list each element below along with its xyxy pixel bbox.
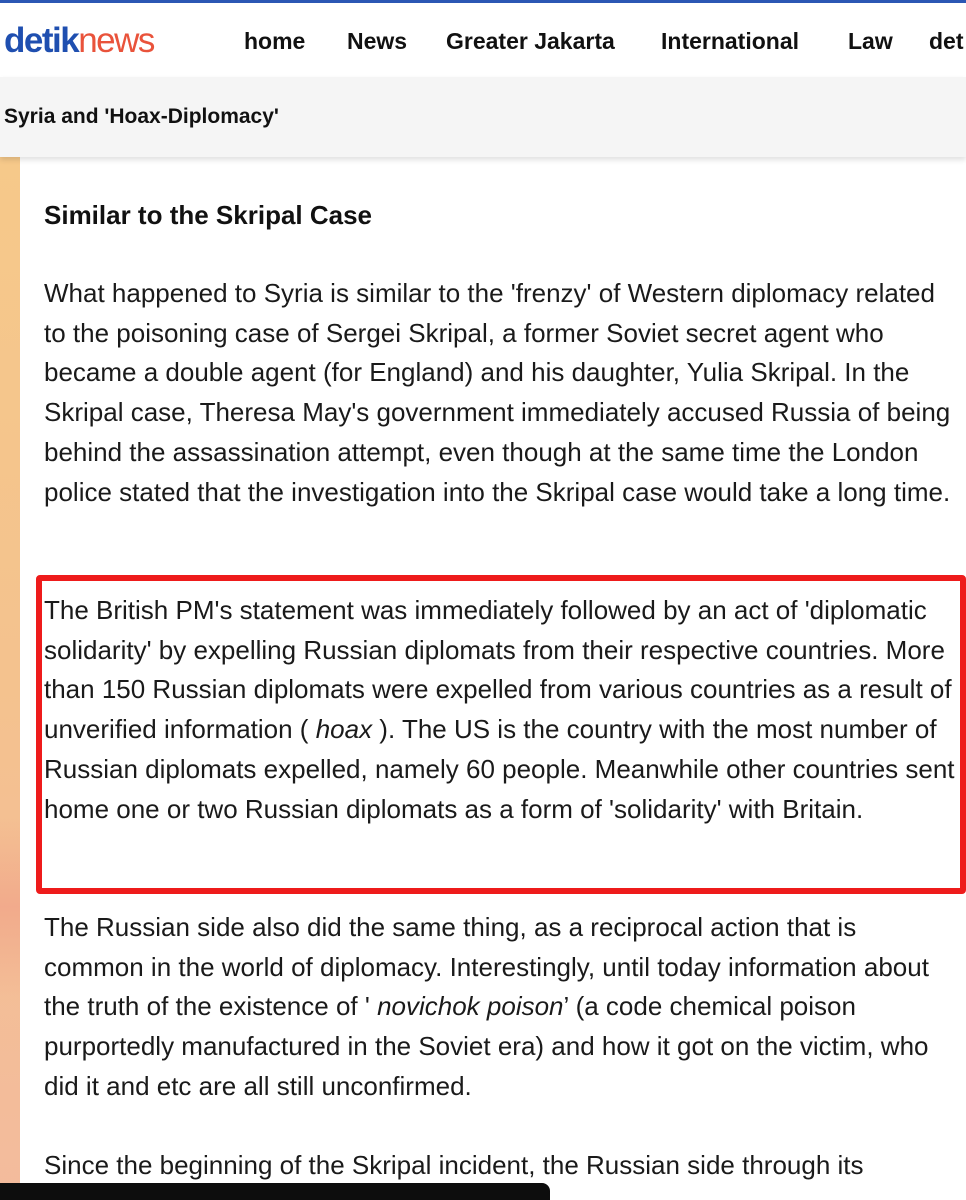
article-title: Syria and 'Hoax-Diplomacy' <box>4 105 279 128</box>
nav-home[interactable]: home <box>244 28 306 54</box>
logo-detik-text: detik <box>4 21 79 60</box>
section-heading: Similar to the Skripal Case <box>44 200 373 230</box>
left-strip-shade <box>0 817 20 997</box>
nav-international[interactable]: International <box>661 28 800 54</box>
nav-greater-jakarta[interactable]: Greater Jakarta <box>446 28 615 54</box>
navbar <box>0 3 966 77</box>
bottom-overlay-bar <box>0 1183 550 1200</box>
paragraph-3 <box>44 908 956 1107</box>
left-decorative-strip <box>0 157 20 1200</box>
paragraph-2-text-b: ). The US is the country with the most number of Russian diplomats expelled, namely 60 people. Meanwhile other countries sent home one or two Russian diplomats as a form of 'solidarity' with Britain. <box>44 714 955 824</box>
paragraph-3-italic-novichok: novichok poison <box>377 991 564 1022</box>
paragraph-3-text-b: ’ (a code chemical poison purportedly manufactured in the Soviet era) and how it got on the victim, who did it and etc are all still unconfirmed. <box>44 991 929 1101</box>
paragraph-2 <box>44 591 956 829</box>
paragraph-3-text-a: The Russian side also did the same thing, as a reciprocal action that is common in the world of diplomacy. Interestingly, until today information about the truth of the existence of ' <box>44 912 929 1022</box>
paragraph-1: What happened to Syria is similar to the 'frenzy' of Western diplomacy related to the poisoning case of Sergei Skripal, a former Soviet secret agent who became a double agent (for England) and his daughter, Yulia Skripal. In the Skripal case, Theresa May's government immediately accused Russia of being behind the assassination attempt, even though at the same time the London police stated that the investigation into the Skripal case would take a long time. <box>44 278 951 507</box>
paragraph-2-italic-hoax: hoax <box>315 714 373 745</box>
article-title-bar <box>0 77 966 157</box>
logo-news-text: news <box>78 21 154 60</box>
paragraph-2-text-a: The British PM's statement was immediately followed by an act of 'diplomatic solidarity' by expelling Russian diplomats from their respective countries. More than 150 Russian diplomats were expelled from various countries as a result of unverified information ( <box>44 595 952 745</box>
site-logo[interactable] <box>4 19 154 63</box>
paragraph-4: Since the beginning of the Skripal incident, the Russian side through its <box>44 1150 864 1180</box>
nav-det-truncated[interactable]: det <box>929 28 964 54</box>
nav-news[interactable]: News <box>347 28 408 54</box>
nav-law[interactable]: Law <box>848 28 893 54</box>
